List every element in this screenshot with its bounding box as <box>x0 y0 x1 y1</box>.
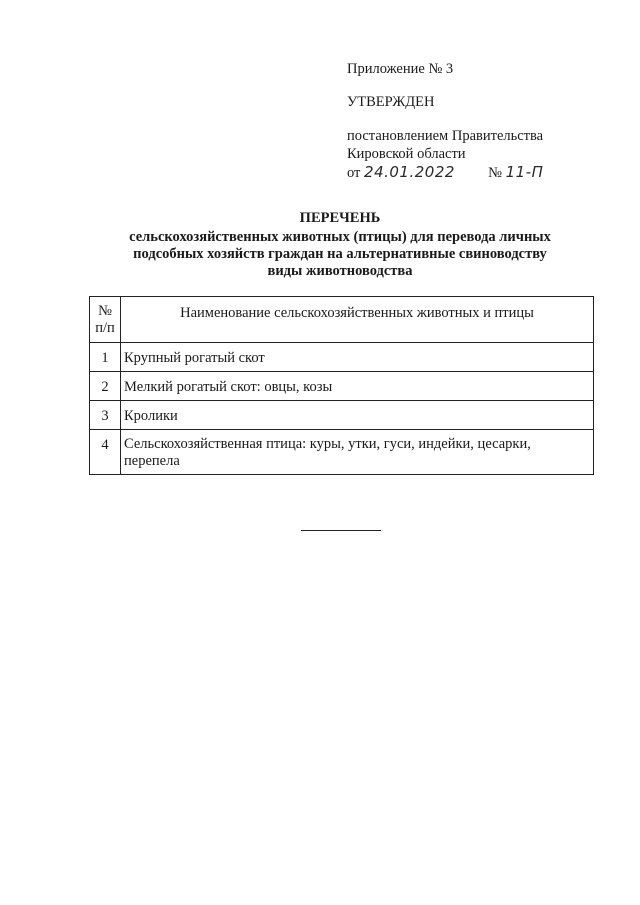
handwritten-number: 11-П <box>505 163 544 181</box>
title-line-2: подсобных хозяйств граждан на альтернативные свиноводству <box>133 246 547 262</box>
title-line-3: виды животноводства <box>267 263 413 279</box>
date-prefix: от <box>347 165 361 181</box>
decree-line-1: постановлением Правительства <box>347 128 544 144</box>
document-title <box>100 210 580 280</box>
header-num-line-2: п/п <box>95 320 115 336</box>
decree-line-2: Кировской области <box>347 146 466 162</box>
header-num-cell <box>90 297 121 343</box>
approved-label: УТВЕРЖДЕН <box>347 94 435 110</box>
header-num-line-1: № <box>98 303 112 319</box>
row-num: 2 <box>90 372 121 401</box>
table-row <box>90 343 594 372</box>
row-num: 3 <box>90 401 121 430</box>
decree-date-line <box>347 163 543 182</box>
table-row <box>90 401 594 430</box>
closing-rule <box>301 530 381 531</box>
row-name: Крупный рогатый скот <box>121 343 594 372</box>
row-name: Мелкий рогатый скот: овцы, козы <box>121 372 594 401</box>
header-name-cell: Наименование сельскохозяйственных животных и птицы <box>121 297 594 343</box>
row-num: 4 <box>90 430 121 475</box>
table-row <box>90 430 594 475</box>
animals-table <box>89 296 594 475</box>
title-line-1: сельскохозяйственных животных (птицы) для перевода личных <box>129 229 551 245</box>
number-prefix: № <box>488 165 503 181</box>
decree-block <box>347 127 543 182</box>
row-name: Сельскохозяйственная птица: куры, утки, гуси, индейки, цесарки, перепела <box>121 430 594 475</box>
row-name: Кролики <box>121 401 594 430</box>
table-row <box>90 372 594 401</box>
row-num: 1 <box>90 343 121 372</box>
title-main: ПЕРЕЧЕНЬ <box>299 210 381 226</box>
handwritten-date: 24.01.2022 <box>364 163 455 181</box>
appendix-label: Приложение № 3 <box>347 61 454 77</box>
table-header-row <box>90 297 594 343</box>
